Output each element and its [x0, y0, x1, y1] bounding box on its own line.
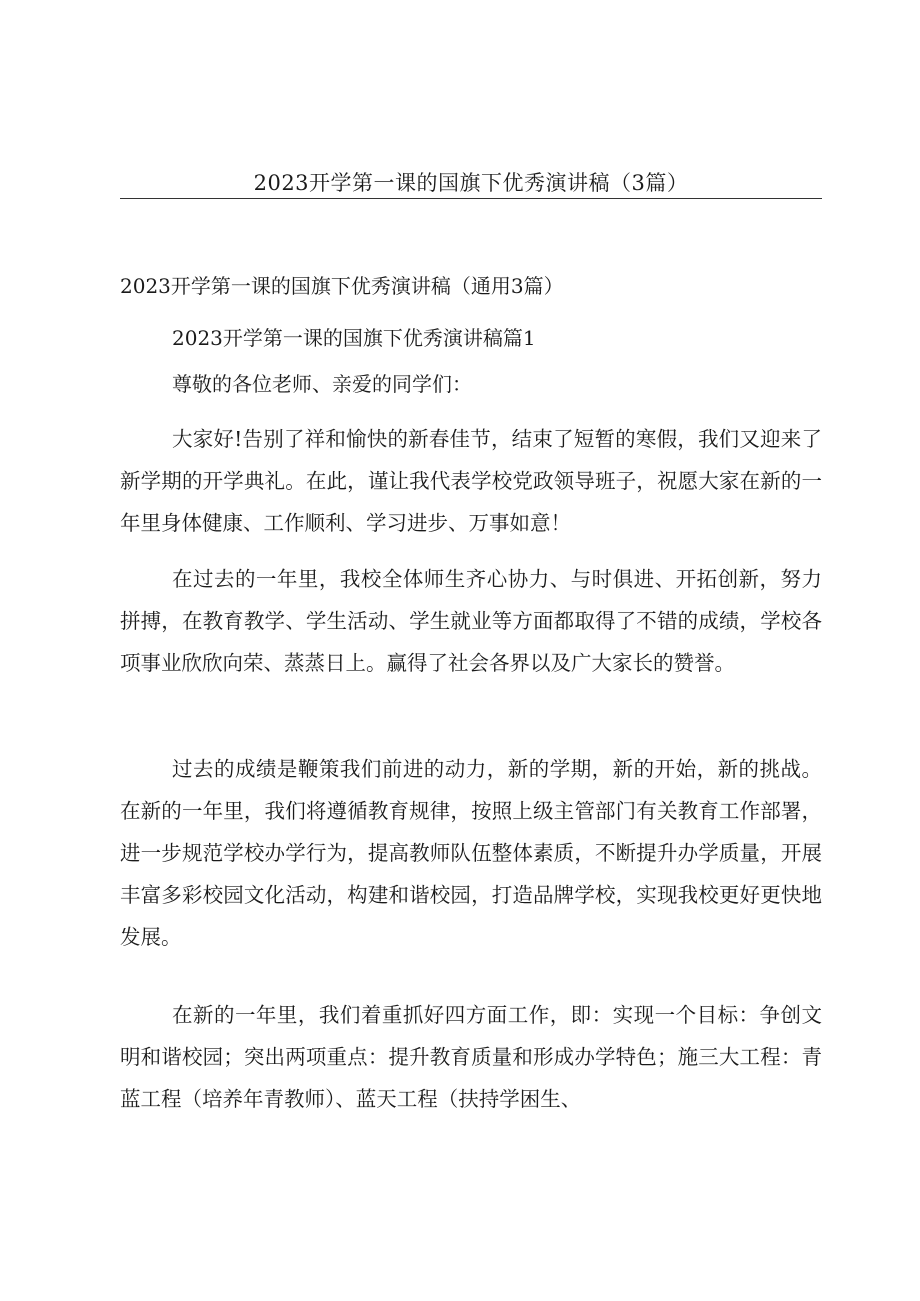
paragraph: 过去的成绩是鞭策我们前进的动力，新的学期，新的开始，新的挑战。在新的一年里，我们将遵循教育规律，按照上级主管部门有关教育工作部署，进一步规范学校办学行为，提高教师队伍整体素质，不断提升办学质量，开展丰富多彩校园文化活动，构建和谐校园，打造品牌学校，实现我校更好更快地发展。 — [120, 757, 822, 949]
title-underline — [120, 198, 822, 199]
paragraph: 在过去的一年里，我校全体师生齐心协力、与时俱进、开拓创新，努力拼搏，在教育教学、学生活动、学生就业等方面都取得了不错的成绩，学校各项事业欣欣向荣、蒸蒸日上。赢得了社会各界以及广大家长的赞誉。 — [120, 567, 822, 675]
document-subtitle: 2023开学第一课的国旗下优秀演讲稿（通用3篇） — [120, 274, 564, 298]
salutation: 尊敬的各位老师、亲爱的同学们： — [172, 372, 472, 396]
section-heading: 2023开学第一课的国旗下优秀演讲稿篇1 — [172, 326, 536, 350]
paragraph: 大家好!告别了祥和愉快的新春佳节，结束了短暂的寒假，我们又迎来了新学期的开学典礼。在此，谨让我代表学校党政领导班子，祝愿大家在新的一年里身体健康、工作顺利、学习进步、万事如意！ — [120, 427, 822, 535]
paragraph: 在新的一年里，我们着重抓好四方面工作，即：实现一个目标：争创文明和谐校园；突出两项重点：提升教育质量和形成办学特色；施三大工程：青蓝工程（培养年青教师）、蓝天工程（扶持学困生、 — [120, 1003, 822, 1111]
document-title: 2023开学第一课的国旗下优秀演讲稿（3篇） — [253, 171, 689, 195]
